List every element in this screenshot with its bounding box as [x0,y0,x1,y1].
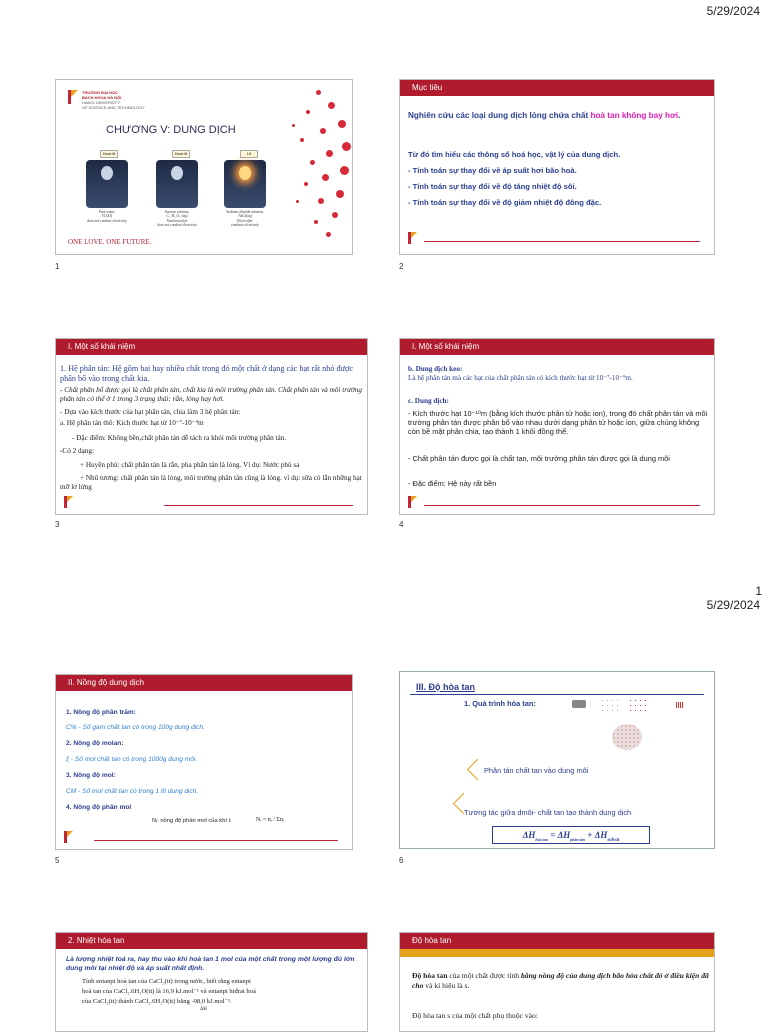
slide-number-2: 2 [399,262,404,271]
slide-3-l8: + Nhũ tương: chất phân tán là lỏng, môi trường phân tán cũng là lỏng. ví dụ: sữa có lẫn những hạt mỡ lơ lửng [60,474,362,491]
slide-number-6: 6 [399,856,404,865]
slide-3-l5: - Đặc điểm: Không bền,chất phân tán dễ tách ra khỏi môi trường phân tán. [72,434,287,442]
slide-4-footer [408,496,706,508]
slide-5-title: II. Nồng độ dung dịch [56,675,352,691]
slide-3[interactable] [55,338,368,515]
slide-4-p2: - Kích thước hạt 10⁻¹⁰m (bằng kích thước phân tử hoặc ion), trong đó chất phân tán và môi trường phân tán được phân bố vào nhau dưới dạng phân tử hoặc ion, giữa chúng không còn bề mặt phân chia, tạo thành 1 khối đồng thể. [408,409,708,436]
slide-number-3: 3 [55,520,60,529]
slide-number-1: 1 [55,262,60,271]
page-date-mid: 5/29/2024 [706,598,760,612]
footer-logo-icon [408,232,418,244]
uni-name-4: OF SCIENCE AND TECHNOLOGY [82,105,145,110]
slide-4-h1: b. Dung dịch keo: [408,365,463,373]
slide-6[interactable] [399,671,715,849]
dissolution-diagram [570,694,710,754]
uni-name-2: BÁCH KHOA HÀ NỘI [82,95,122,100]
caption-1: Pure water, H₂O(l) does not conduct electricity [87,210,127,223]
slide-1-title: CHƯƠNG V: DUNG DỊCH [106,124,236,136]
slide-7-title: 2. Nhiệt hòa tan [56,933,367,949]
slide-7[interactable] [55,932,368,1032]
uni-name-1: TRƯỜNG ĐẠI HỌC [82,90,119,95]
label-3: Lit [240,150,258,158]
slide-number-5: 5 [55,856,60,865]
slide-number-4: 4 [399,520,404,529]
slide-5[interactable] [55,674,353,850]
slide-5-d2: ξ - Số mol chất tan có trong 1000g dung môi. [66,756,198,763]
slide-8-title: Độ hòa tan [400,933,714,949]
slide-3-l4: a. Hệ phân tán thô: Kích thước hạt từ 10⁻⁷-10⁻⁴m [60,419,204,427]
slide-2-footer [408,232,706,244]
label-1: Hard lit [100,150,118,158]
slide-8-p2: Độ hòa tan s của một chất phụ thuộc vào: [412,1011,538,1020]
slide-8[interactable] [399,932,715,1032]
slide-6-t2: Tương tác giữa dmôi- chất tan tạo thành dung dịch [464,808,632,817]
slide-5-h3: 3. Nồng độ mol: [66,772,116,779]
label-2: Hard lit [172,150,190,158]
slide-1[interactable] [55,79,353,255]
slide-2-intro: Nghiên cứu các loại dung dịch lỏng chứa chất hoà tan không bay hơi. [408,111,681,120]
slide-4-p4: - Đặc điểm: Hệ này rất bền [408,479,497,488]
slide-5-h4: 4. Nồng độ phần mol [66,804,132,811]
uni-name-3: HANOI UNIVERSITY [82,100,120,105]
footer-logo-icon [408,496,418,508]
caption-3: Sodium chloride solution, NaCl(aq) Electrolyte conducts electricity [226,210,264,228]
slide-3-l6: -Có 2 dạng: [60,447,94,455]
slide-6-sub: 1. Quá trình hòa tan: [464,699,536,708]
university-logo [68,90,78,104]
slide-3-l3: - Dựa vào kích thước của hạt phân tán, chia làm 3 hệ phân tán: [60,408,241,416]
slide-8-p1: Độ hòa tan của một chất được tính bằng nồng độ của dung dịch bão hòa chất đó ở điều kiện đã cho và kí hiệu là s. [412,971,709,990]
slide-4-title: I. Một số khái niệm [400,339,714,355]
slogan: ONE LOVE. ONE FUTURE. [68,238,152,246]
slide-6-t1: Phân tán chất tan vào dung môi [484,766,589,775]
caption-2: Sucrose solution, C₁₂H₂₂O₁₁(aq) Nonelectrolyte does not conduct electricity [157,210,197,228]
slide-5-formula: Nᵢ = nᵢ / Σnᵢ [256,817,284,823]
slide-6-title: III. Độ hòa tan [416,682,476,692]
slide-2-p2: Từ đó tìm hiểu các thông số hoá học, vật lý của dung dịch. [408,150,621,159]
slide-5-d1: C% - Số gam chất tan có trong 100g dung dịch. [66,724,205,731]
slide-5-h1: 1. Nồng độ phần trăm: [66,709,136,716]
slide-2-b2: - Tính toán sự thay đổi về độ tăng nhiệt độ sôi. [408,182,577,191]
slide-5-formula-label: Nᵢ: nồng độ phần mol của khí i: [152,818,232,824]
enthalpy-equation: $\Delta H_{hòa tan} = \Delta H_{phân tán} + \Delta H_{solvat}$ [492,826,650,844]
footer-logo-icon [64,496,74,508]
slide-7-p1: Là lượng nhiệt toả ra, hay thu vào khi hoà tan 1 mol của một chất trong một lượng đủ lớn dung môi tại nhiệt độ và áp suất nhất định. [66,956,355,972]
page-number: 1 [755,584,762,598]
slide-2-b3: - Tính toán sự thay đổi về độ giảm nhiệt độ đông đặc. [408,198,602,207]
slide-2[interactable] [399,79,715,255]
beaker-sucrose-icon [156,160,198,208]
footer-logo-icon [64,831,74,843]
slide-7-exercise: Tính entanpi hoà tan của CaCl₂(tt) trong nước, biết rằng entanpi hoà tan của CaCl₂.6H₂O(tt) là 16,9 kJ.mol⁻¹ và entanpi hiđrat hoá của CaCl₂(tt) thành CaCl₂.6H₂O(tt) bằng -98,0 kJ.mol⁻¹. ΔH [82,978,256,1012]
slide-4-p1: Là hệ phân tán mà các hạt của chất phân tán có kích thước hạt từ 10⁻⁷-10⁻⁹m. [408,374,633,382]
slide-5-d3: CM - Số mol chất tan có trong 1 lít dung dịch. [66,788,199,795]
slide-3-title: I. Một số khái niệm [56,339,367,355]
slide-2-b1: - Tính toán sự thay đổi về áp suất hơi bão hoà. [408,166,577,175]
slide-2-title: Mục tiêu [400,80,714,96]
slide-5-footer [64,831,344,843]
gold-stripe [400,949,714,957]
slide-3-l2: - Chất phân bố được gọi là chất phân tán, chất kia là môi trường phân tán. Chất phân tán và môi trường phân tán có thể ở 1 trong 3 trạng thái: rắn, lỏng hay hơi. [60,386,362,403]
decorative-dots-icon [256,80,353,255]
slide-5-h2: 2. Nồng độ molan: [66,740,124,747]
slide-3-l7: + Huyền phù: chất phân tán là rắn, pha phân tán là lỏng. Ví dụ: Nước phù sa [80,461,300,469]
slide-3-footer [64,496,359,508]
slide-4-p3: - Chất phân tán được gọi là chất tan, môi trường phân tán được gọi là dung môi [408,454,670,463]
slide-4[interactable] [399,338,715,515]
slide-4-h2: c. Dung dịch: [408,397,449,405]
slide-3-l1: 1. Hệ phân tán: Hệ gồm hai hay nhiều chất trong đó một chất ở dạng các hạt rất nhỏ được phân bố vào trong chất kia. [60,364,353,383]
page-date-top: 5/29/2024 [706,4,760,18]
beaker-pure-water-icon [86,160,128,208]
